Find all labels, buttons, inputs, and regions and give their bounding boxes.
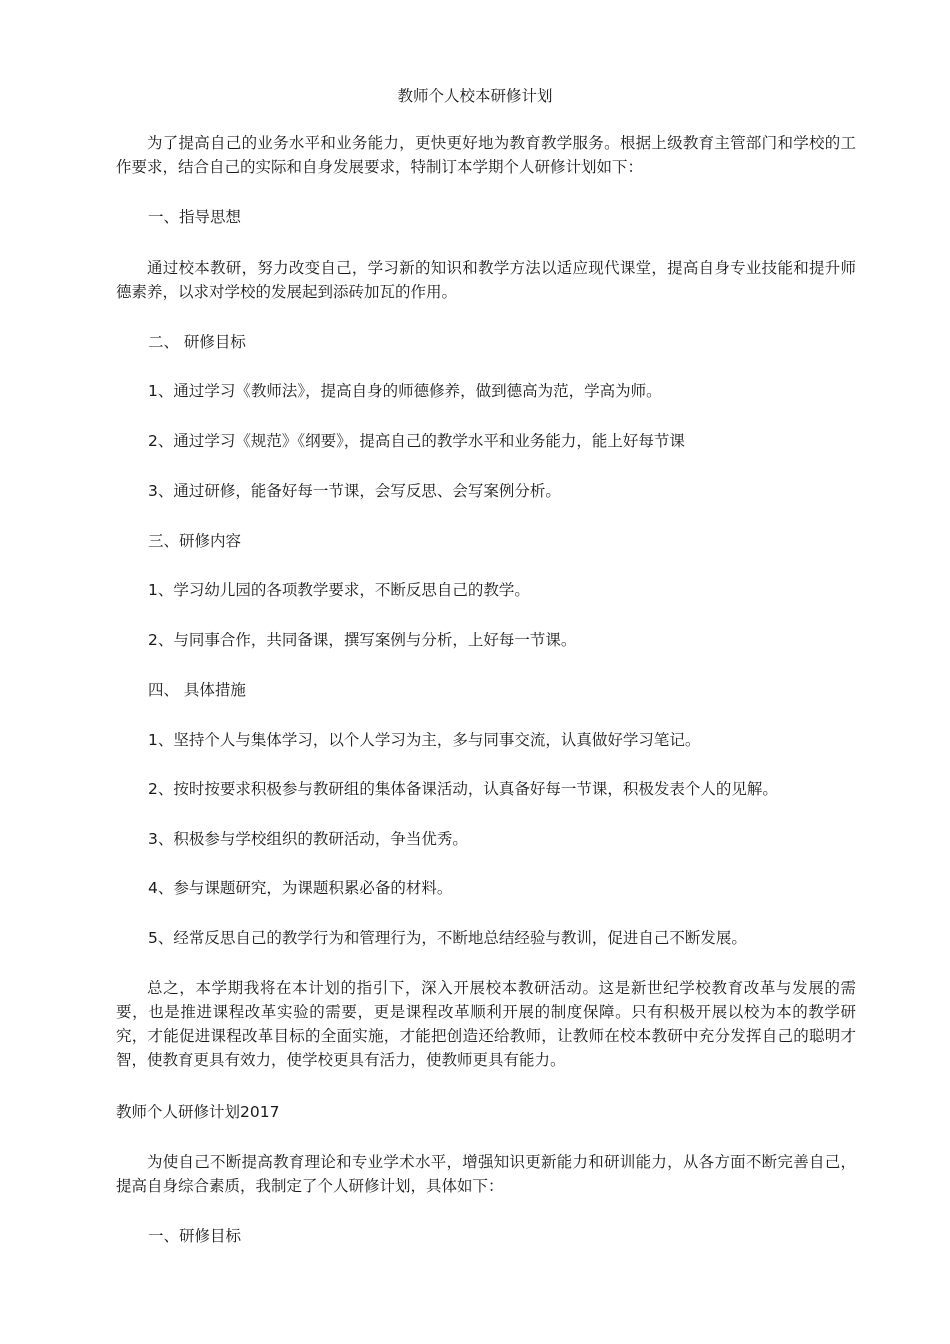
section-heading-guiding-thought: 一、指导思想	[148, 208, 242, 226]
conclusion-paragraph: 总之，本学期我将在本计划的指引下，深入开展校本教研活动。这是新世纪学校教育改革与发展的需要，也是推进课程改革实验的需要，更是课程改革顺利开展的制度保障。只有积极开展以校为本的教学研究，才能促进课程改革目标的全面实施，才能把创造还给教师，让教师在校本教研中充分发挥自己的聪明才智，使教育更具有效力，使学校更具有活力，使教师更具有能力。	[116, 979, 856, 1069]
second-document-intro: 为使自己不断提高教育理论和专业学术水平，增强知识更新能力和研训能力，从各方面不断完善自己，提高自身综合素质，我制定了个人研修计划，具体如下：	[116, 1153, 856, 1195]
measure-item: 1、坚持个人与集体学习，以个人学习为主，多与同事交流，认真做好学习笔记。	[148, 731, 701, 749]
intro-paragraph: 为了提高自己的业务水平和业务能力，更快更好地为教育教学服务。根据上级教育主管部门和学校的工作要求，结合自己的实际和自身发展要求，特制订本学期个人研修计划如下：	[116, 134, 856, 176]
document-title: 教师个人校本研修计划	[397, 87, 553, 105]
measure-item: 4、参与课题研究，为课题积累必备的材料。	[148, 879, 453, 897]
goal-item: 2、通过学习《规范》《纲要》，提高自己的教学水平和业务能力，能上好每节课	[148, 432, 685, 450]
goal-item: 1、通过学习《教师法》，提高自身的师德修养，做到德高为范，学高为师。	[148, 382, 662, 400]
section-heading-goals: 二、 研修目标	[148, 333, 246, 351]
second-document-section-heading: 一、研修目标	[148, 1227, 242, 1245]
measure-item: 5、经常反思自己的教学行为和管理行为，不断地总结经验与教训，促进自己不断发展。	[148, 929, 747, 947]
second-document-title: 教师个人研修计划2017	[116, 1103, 280, 1121]
section-heading-measures: 四、 具体措施	[148, 681, 246, 699]
measure-item: 3、积极参与学校组织的教研活动，争当优秀。	[148, 830, 468, 848]
goal-item: 3、通过研修，能备好每一节课，会写反思、会写案例分析。	[148, 482, 561, 500]
content-item: 1、学习幼儿园的各项教学要求，不断反思自己的教学。	[148, 581, 530, 599]
guiding-thought-paragraph: 通过校本教研，努力改变自己，学习新的知识和教学方法以适应现代课堂，提高自身专业技能和提升师德素养，以求对学校的发展起到添砖加瓦的作用。	[116, 259, 856, 301]
content-item: 2、与同事合作，共同备课，撰写案例与分析，上好每一节课。	[148, 631, 577, 649]
measure-item: 2、按时按要求积极参与教研组的集体备课活动，认真备好每一节课，积极发表个人的见解。	[148, 780, 778, 798]
section-heading-content: 三、研修内容	[148, 532, 242, 550]
